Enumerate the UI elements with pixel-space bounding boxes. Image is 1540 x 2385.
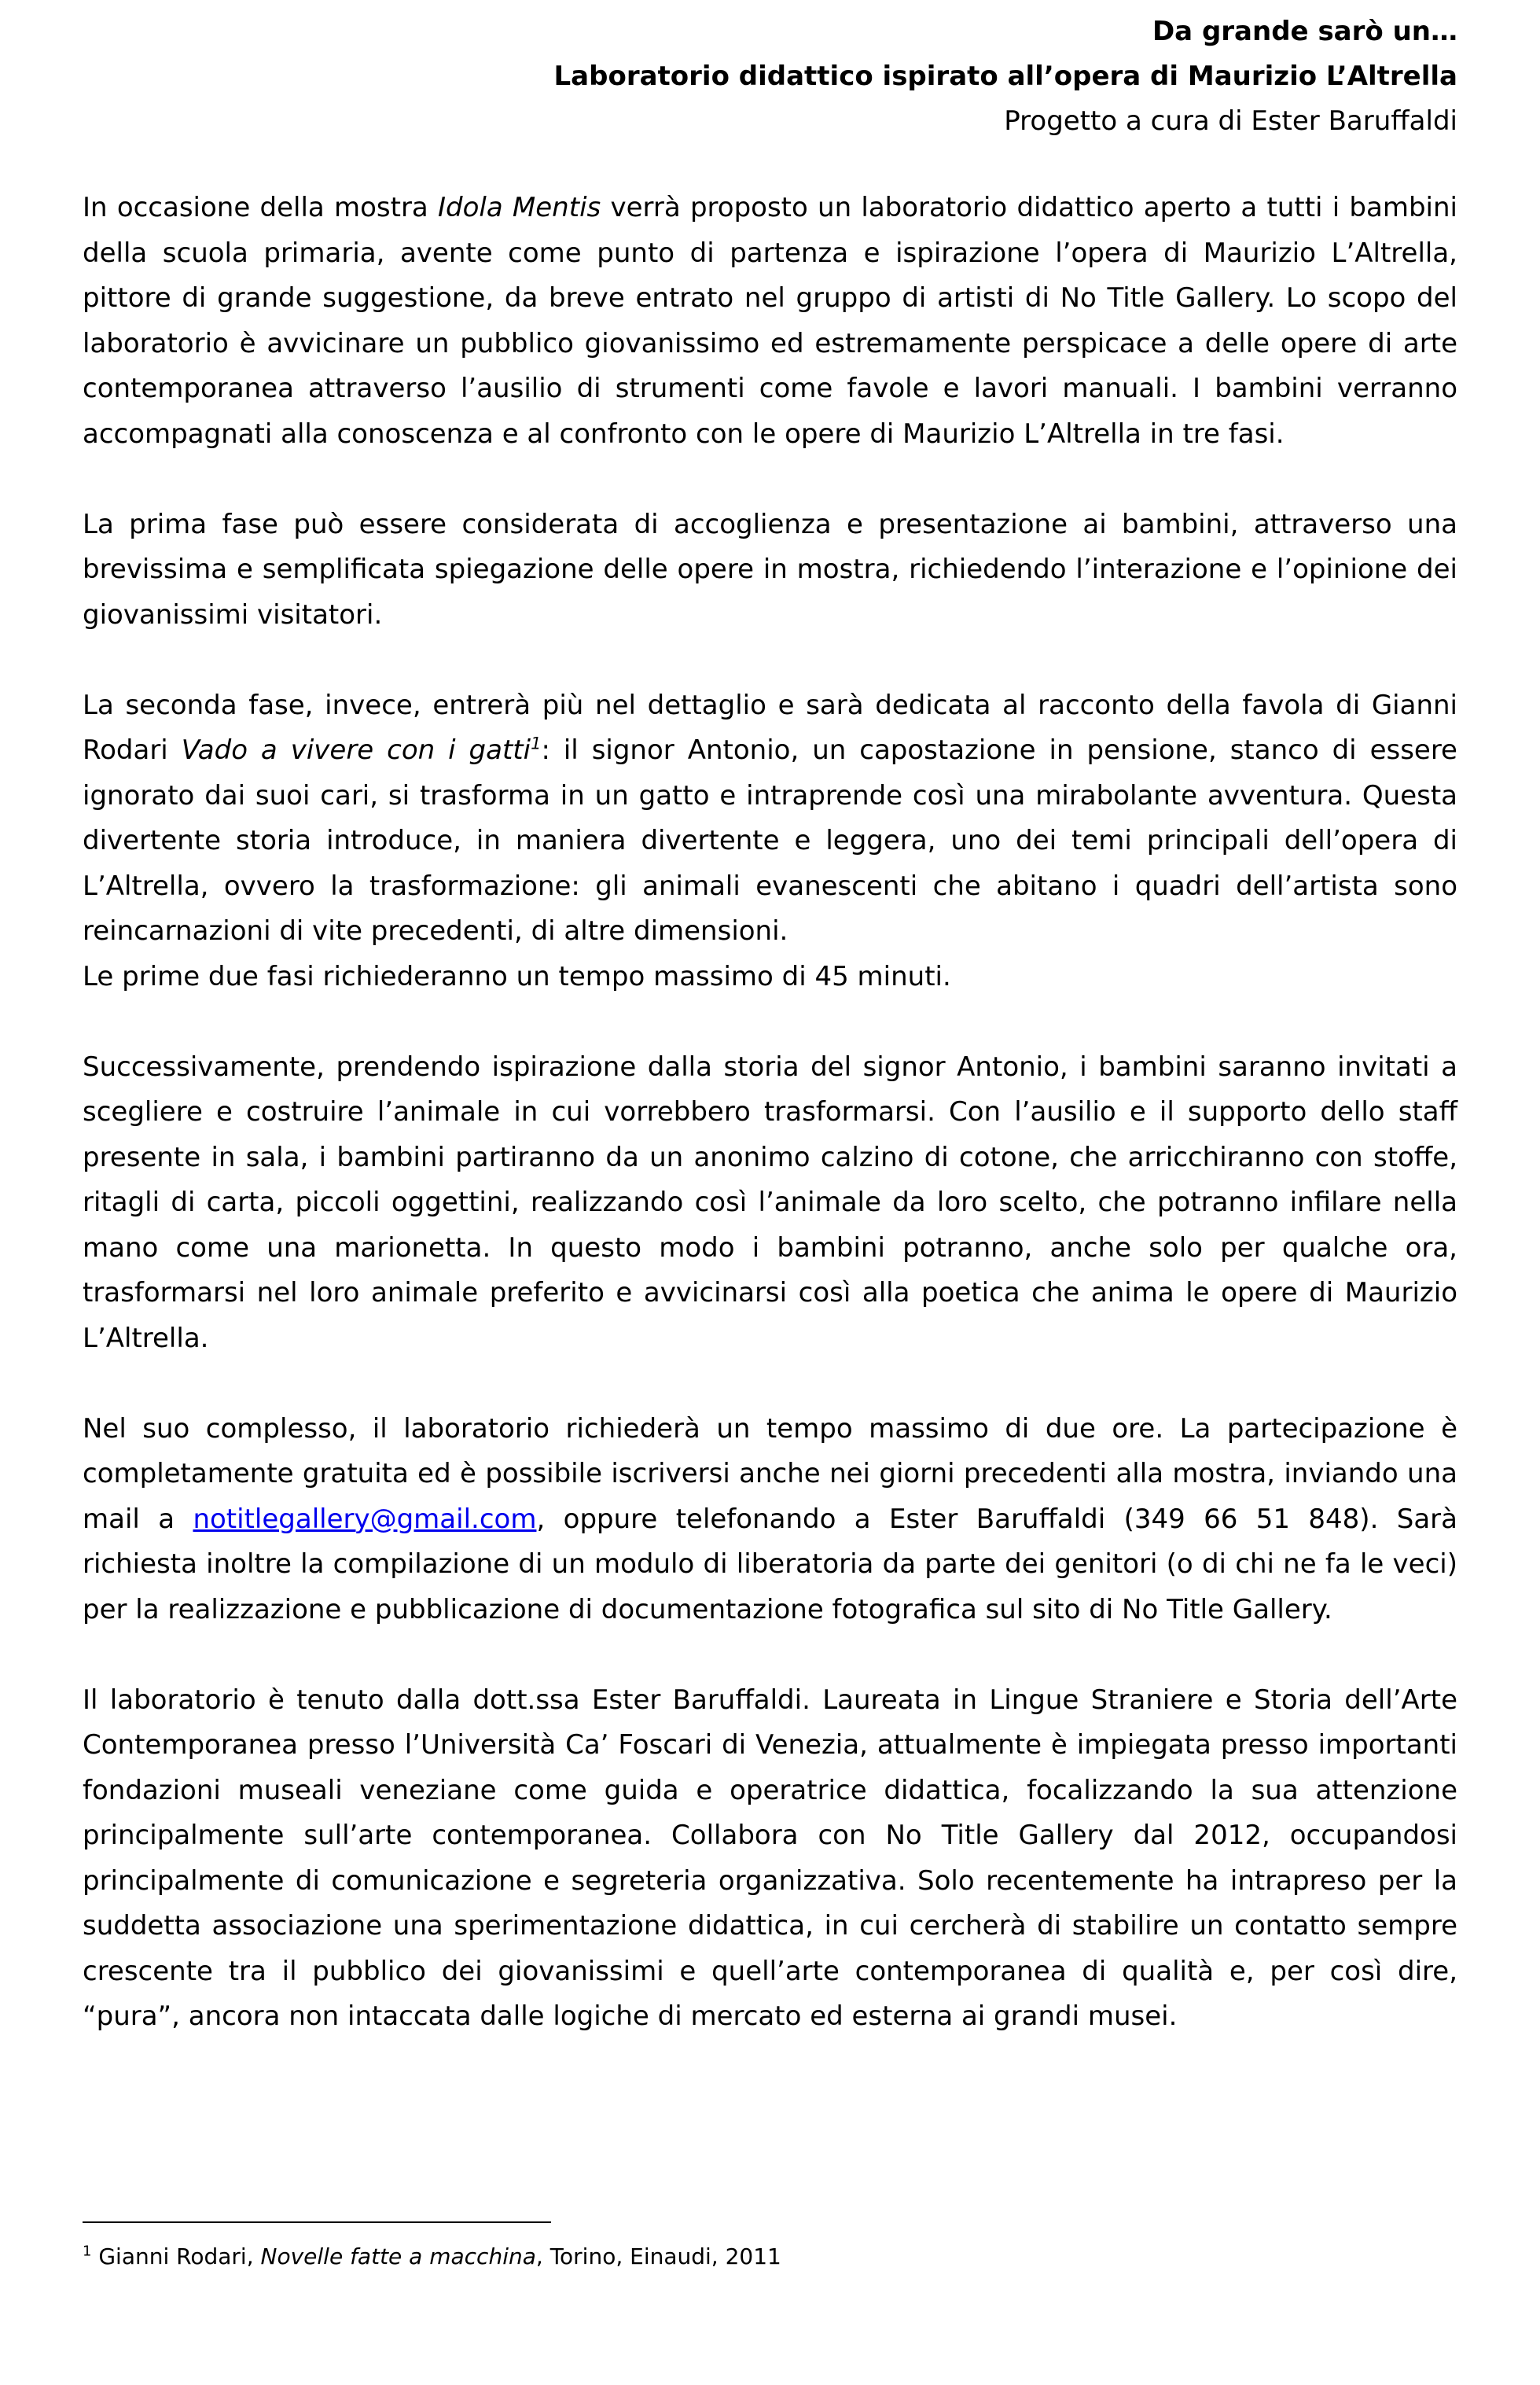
footnote-separator — [83, 2221, 551, 2223]
footnote-number: 1 — [83, 2243, 92, 2260]
footnote-text-b: , Torino, Einaudi, 2011 — [535, 2243, 781, 2269]
paragraph-instructor-bio: Il laboratorio è tenuto dalla dott.ssa Ester Baruffaldi. Laureata in Lingue Straniere e Storia dell’Arte Contemporanea presso l’Università Ca’ Foscari di Venezia, attualmente è impiegata presso importanti fondazioni museali veneziane come guida e operatrice didattica, focalizzando la sua attenzione principalmente sull’arte contemporanea. Collabora con No Title Gallery dal 2012, occupandosi principalmente di comunicazione e segreteria organizzativa. Solo recentemente ha intrapreso per la suddetta associazione una sperimentazione didattica, in cui cercherà di stabilire un contatto sempre crescente tra il pubblico dei giovanissimi e quell’arte contemporanea di qualità e, per così dire, “pura”, ancora non intaccata dalle logiche di mercato ed esterna ai grandi musei. — [83, 1684, 1457, 2032]
footnote-book-title: Novelle fatte a macchina — [260, 2243, 536, 2269]
paragraph-intro-text-b: verrà proposto un laboratorio didattico aperto a tutti i bambini della scuola primaria, avente come punto di partenza e ispirazione l’opera di Maurizio L’Altrella, pittore di grande suggestione, da breve entrato nel gruppo di artisti di No Title Gallery. Lo scopo del laboratorio è avvicinare un pubblico giovanissimo ed estremamente perspicace a delle opere di arte contemporanea attraverso l’ausilio di strumenti come favole e lavori manuali. I bambini verranno accompagnati alla conoscenza e al confronto con le opere di Maurizio L’Altrella in tre fasi. — [83, 192, 1457, 450]
paragraph-phase-one: La prima fase può essere considerata di accoglienza e presentazione ai bambini, attraverso una brevissima e semplificata spiegazione delle opere in mostra, richiedendo l’interazione e l’opinione dei giovanissimi visitatori. — [83, 508, 1457, 631]
header-subtitle: Laboratorio didattico ispirato all’opera di Maurizio L’Altrella — [553, 61, 1457, 92]
footnote-text-a: Gianni Rodari, — [91, 2243, 261, 2269]
document-header — [200, 9, 1457, 144]
paragraph-participation-text-a: Nel suo complesso, il laboratorio richiederà un tempo massimo di due ore. La partecipazione è completamente gratuita ed è possibile iscriversi anche nei giorni precedenti alla mostra, inviando una mail a — [83, 1412, 1457, 1535]
document-body — [83, 186, 1457, 2085]
paragraph-phase-two-text-a: La seconda fase, invece, entrerà più nel dettaglio e sarà dedicata al racconto della favola di Gianni Rodari — [83, 689, 1457, 766]
paragraph-duration-note: Le prime due fasi richiederanno un tempo massimo di 45 minuti. — [83, 960, 951, 992]
paragraph-intro — [83, 186, 1457, 457]
paragraph-phase-two-text-b: : il signor Antonio, un capostazione in pensione, stanco di essere ignorato dai suoi cari, si trasforma in un gatto e intraprende così una mirabolante avventura. Questa divertente storia introduce, in maniera divertente e leggera, uno dei temi principali dell’opera di L’Altrella, ovvero la trasformazione: gli animali evanescenti che abitano i quadri dell’artista sono reincarnazioni di vite precedenti, di altre dimensioni. — [83, 734, 1457, 947]
paragraph-participation — [83, 1407, 1457, 1633]
email-link[interactable]: notitlegallery@gmail.com — [193, 1503, 537, 1535]
exhibition-title: Idola Mentis — [438, 192, 601, 223]
paragraph-intro-text-a: In occasione della mostra — [83, 192, 438, 223]
header-title: Da grande sarò un… — [1152, 16, 1457, 47]
paragraph-phase-three: Successivamente, prendendo ispirazione dalla storia del signor Antonio, i bambini saranno invitati a scegliere e costruire l’animale in cui vorrebbero trasformarsi. Con l’ausilio e il supporto dello staff presente in sala, i bambini partiranno da un anonimo calzino di cotone, che arricchiranno con stoffe, ritagli di carta, piccoli oggettini, realizzando così l’animale da loro scelto, che potranno infilare nella mano come una marionetta. In questo modo i bambini potranno, anche solo per qualche ora, trasformarsi nel loro animale preferito e avvicinarsi così alla poetica che anima le opere di Maurizio L’Altrella. — [83, 1051, 1457, 1354]
paragraph-participation-text-b: , oppure telefonando a Ester Baruffaldi (349 66 51 848). Sarà richiesta inoltre la compilazione di un modulo di liberatoria da parte dei genitori (o di chi ne fa le veci) per la realizzazione e pubblicazione di documentazione fotografica sul sito di No Title Gallery. — [83, 1503, 1457, 1625]
paragraph-phase-two — [83, 683, 1457, 955]
story-title: Vado a vivere con i gatti — [181, 734, 531, 766]
header-credit: Progetto a cura di Ester Baruffaldi — [1004, 105, 1457, 137]
footnote-reference[interactable]: 1 — [531, 734, 542, 753]
footnote — [83, 2241, 781, 2273]
